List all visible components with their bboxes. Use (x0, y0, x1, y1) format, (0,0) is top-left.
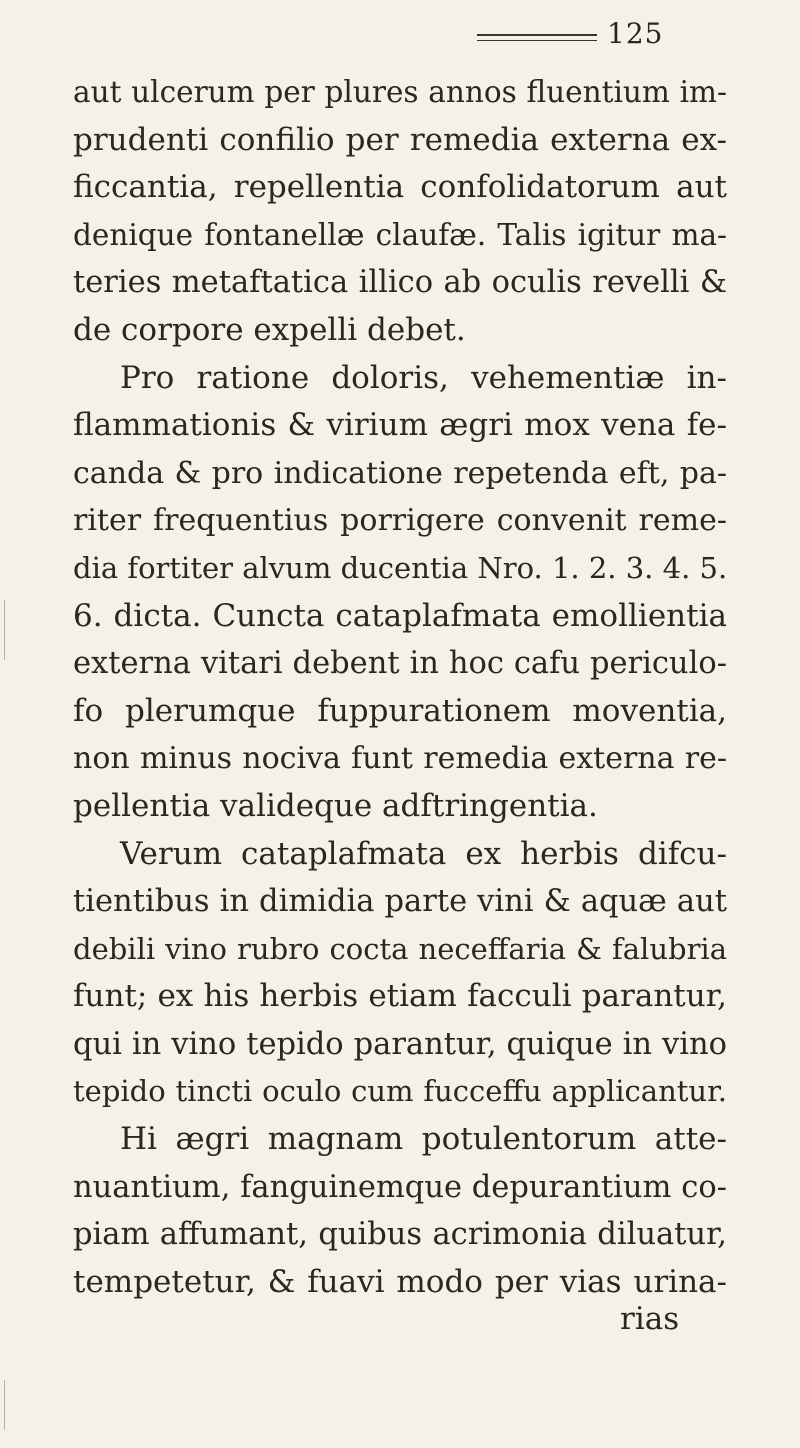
body-text (73, 69, 727, 1306)
text-line: Verum cataplafmata ex herbis difcu- (120, 835, 727, 872)
catchword: rias (620, 1301, 680, 1337)
text-line: riter frequentius porrigere convenit reme- (73, 503, 727, 539)
text-line: 6. dicta. Cuncta cataplafmata emollientia (73, 597, 727, 634)
text-line: Hi ægri magnam potulentorum atte- (120, 1121, 727, 1158)
text-line: funt; ex his herbis etiam facculi parantur, (73, 978, 727, 1015)
text-line: dia fortiter alvum ducentia Nro. 1. 2. 3. 4. 5. (73, 550, 728, 585)
text-line: denique fontanellæ claufæ. Talis igitur ma- (73, 217, 727, 252)
text-line: tempetetur, & fuavi modo per vias urina- (73, 1263, 727, 1300)
page-edge-mark (4, 1380, 5, 1430)
text-line: qui in vino tepido parantur, quique in vino (73, 1026, 727, 1062)
text-line: flammationis & virium ægri mox vena fe- (73, 407, 727, 444)
text-line: prudenti confilio per remedia externa ex- (73, 121, 727, 158)
text-line: canda & pro indicatione repetenda eft, pa- (73, 455, 727, 491)
text-line: de corpore expelli debet. (73, 311, 466, 348)
text-line: nuantium, fanguinemque depurantium co- (73, 1169, 727, 1205)
text-line: externa vitari debent in hoc cafu periculo- (73, 646, 727, 682)
text-line: piam affumant, quibus acrimonia diluatur, (73, 1217, 727, 1253)
text-line: fo plerumque fuppurationem moventia, (73, 692, 727, 729)
text-line: tepido tincti oculo cum fucceffu applicantur. (73, 1074, 727, 1109)
text-line: teries metaftatica illico ab oculis revelli & (73, 265, 727, 301)
text-line: debili vino rubro cocta neceffaria & falubria (73, 931, 727, 966)
text-line: ficcantia, repellentia confolidatorum aut (73, 169, 727, 206)
page-edge-mark (4, 600, 5, 660)
header-rule (477, 34, 597, 41)
text-line: Pro ratione doloris, vehementiæ in- (120, 359, 727, 396)
text-line: non minus nociva funt remedia externa re- (73, 741, 727, 777)
page-number: 125 (607, 17, 664, 50)
text-line: aut ulcerum per plures annos fluentium im- (73, 75, 727, 109)
text-line: pellentia valideque adftringentia. (73, 787, 598, 824)
text-line: tientibus in dimidia parte vini & aquæ aut (73, 884, 727, 920)
page-header (0, 12, 800, 62)
